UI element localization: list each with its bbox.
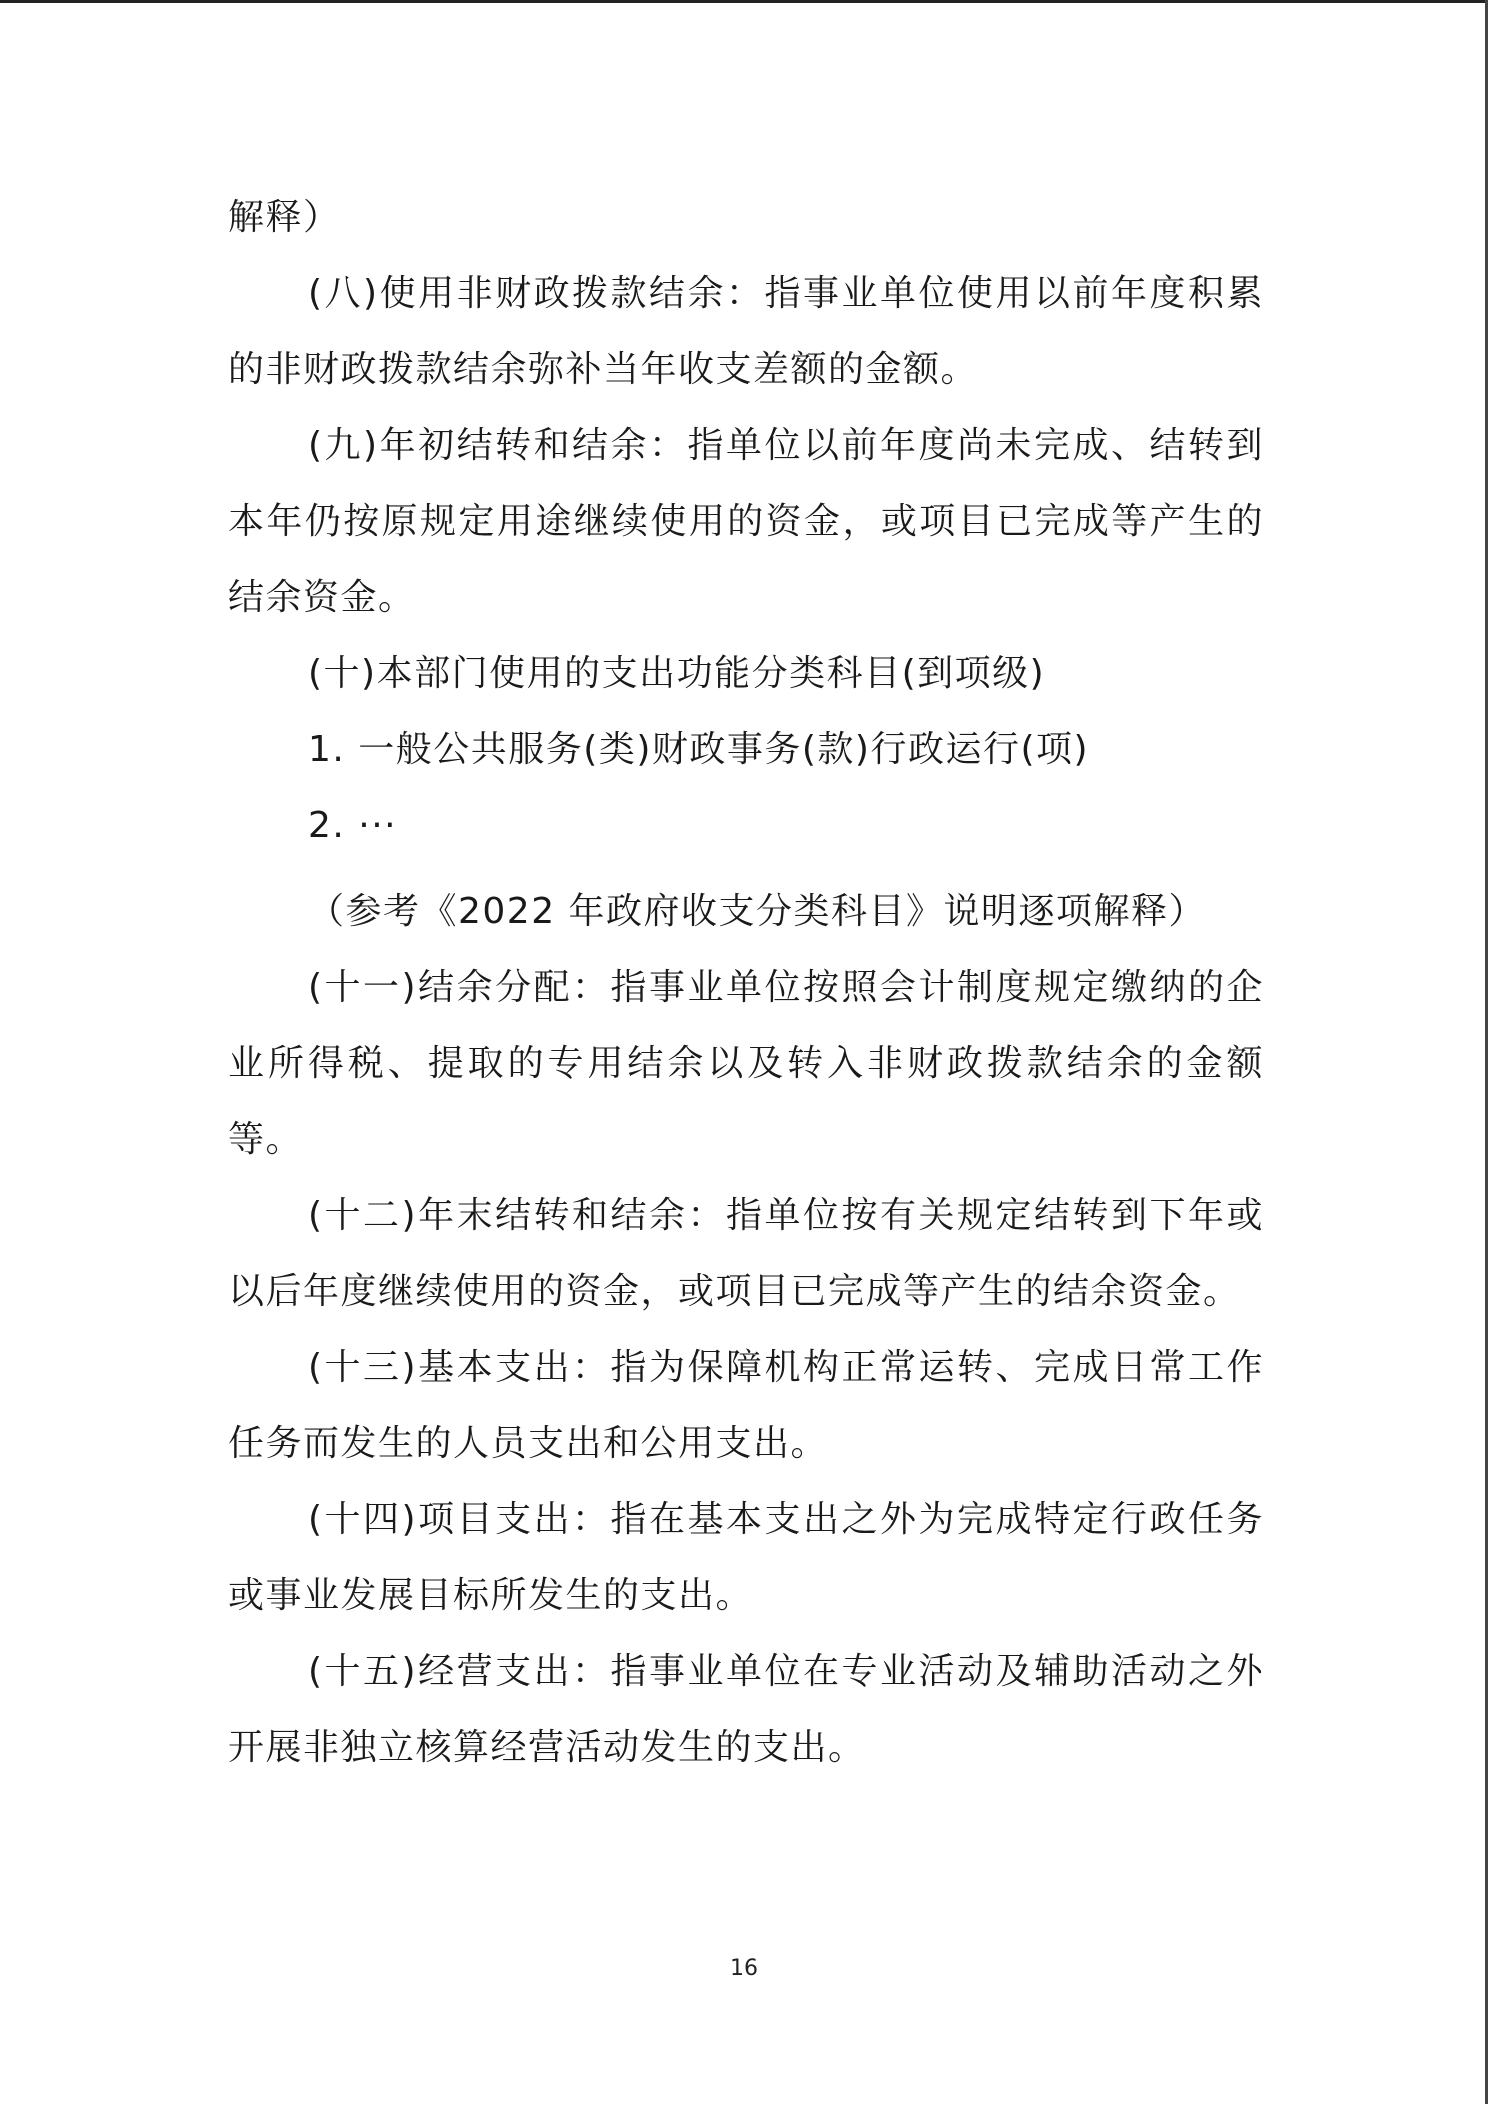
page-top-border [0, 0, 1488, 3]
paragraph-item-11: (十一)结余分配：指事业单位按照会计制度规定缴纳的企业所得税、提取的专用结余以及转入非财政拨款结余的金额等。 [228, 967, 1264, 1160]
paragraph-item-12: (十二)年末结转和结余：指单位按有关规定结转到下年或以后年度继续使用的资金，或项目已完成等产生的结余资金。 [228, 1195, 1264, 1312]
paragraph-item-15: (十五)经营支出：指事业单位在专业活动及辅助活动之外开展非独立核算经营活动发生的支出。 [228, 1651, 1264, 1768]
paragraph-continuation: 解释） [228, 197, 341, 238]
document-body [228, 180, 1264, 1786]
paragraph-item-8: (八)使用非财政拨款结余：指事业单位使用以前年度积累的非财政拨款结余弥补当年收支差额的金额。 [228, 273, 1264, 390]
page-number: 16 [730, 1956, 758, 1981]
list-item-1: 1. 一般公共服务(类)财政事务(款)行政运行(项) [308, 729, 1090, 770]
paragraph-item-14: (十四)项目支出：指在基本支出之外为完成特定行政任务或事业发展目标所发生的支出。 [228, 1499, 1264, 1616]
list-item-2: 2. ··· [308, 805, 398, 846]
reference-note: （参考《2022 年政府收支分类科目》说明逐项解释） [308, 891, 1207, 932]
paragraph-item-9: (九)年初结转和结余：指单位以前年度尚未完成、结转到本年仍按原规定用途继续使用的资金，或项目已完成等产生的结余资金。 [228, 425, 1264, 618]
paragraph-item-13: (十三)基本支出：指为保障机构正常运转、完成日常工作任务而发生的人员支出和公用支出。 [228, 1347, 1264, 1464]
paragraph-item-10: (十)本部门使用的支出功能分类科目(到项级) [308, 653, 1046, 694]
